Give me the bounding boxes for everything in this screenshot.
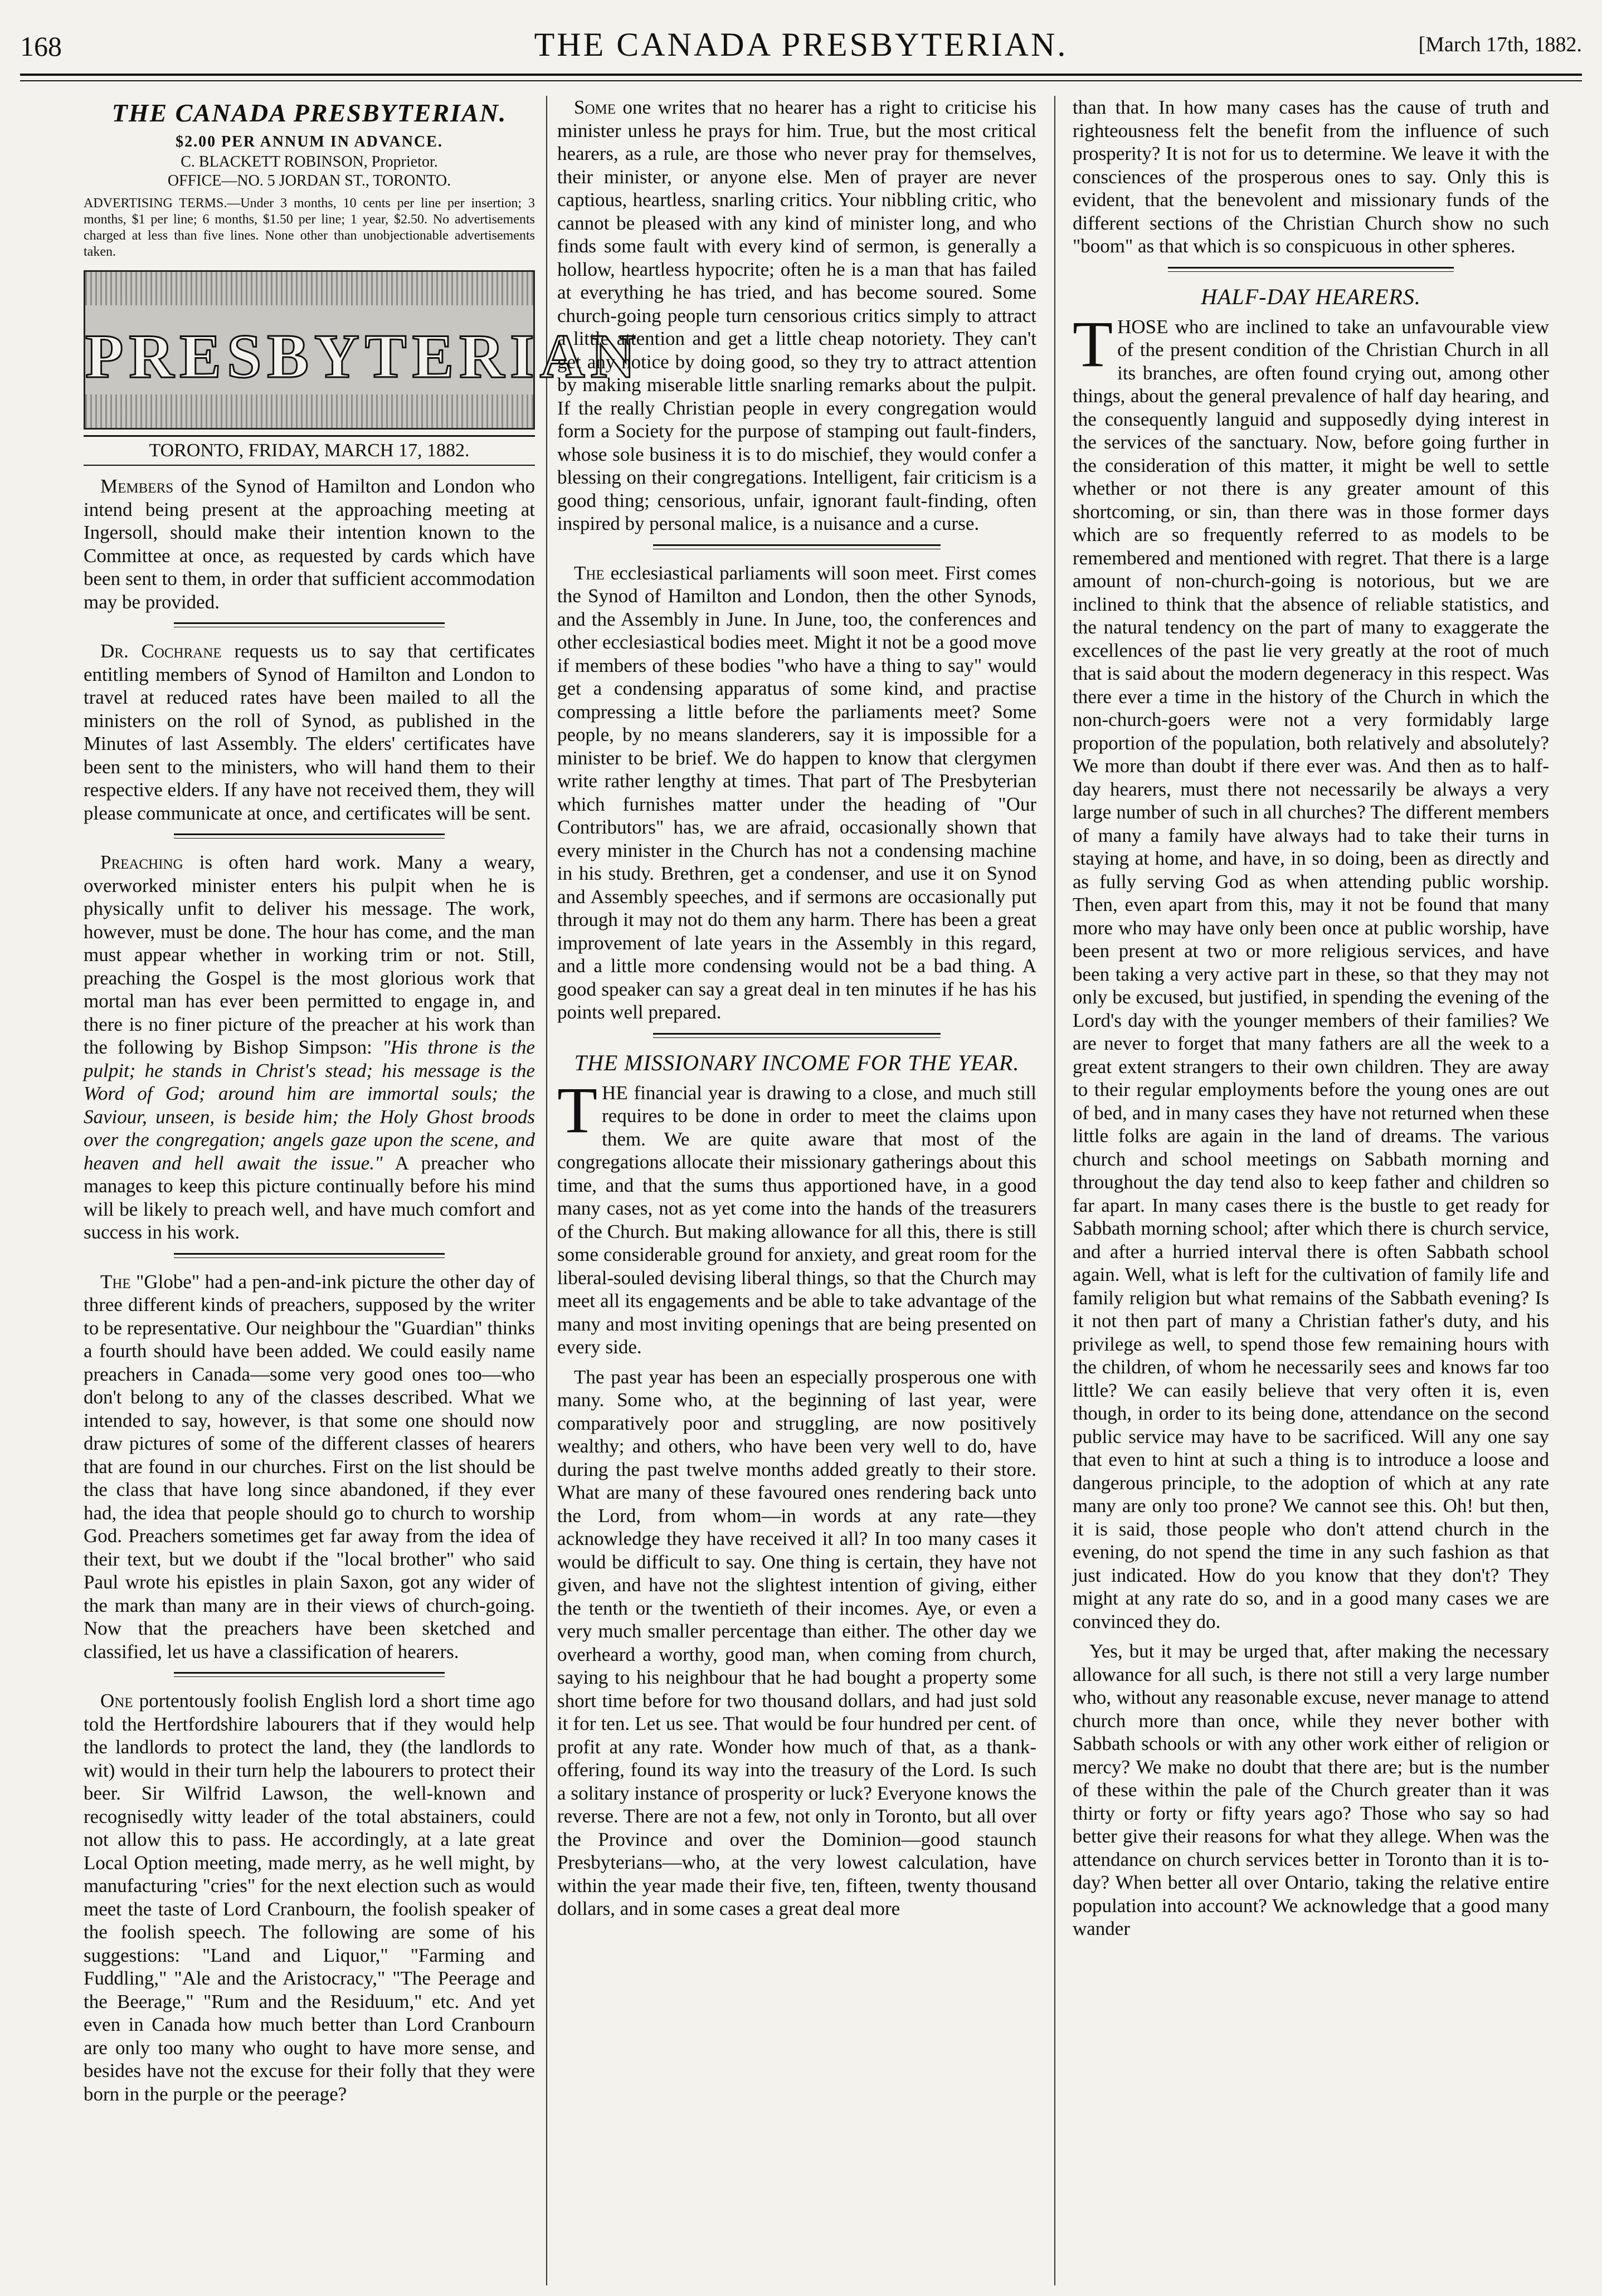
lead-word: Dr. Cochrane [100,640,222,662]
column-2 [557,96,1036,2285]
page-number: 168 [20,31,62,62]
masthead [20,0,1582,67]
office-line: OFFICE—NO. 5 JORDAN ST., TORONTO. [167,172,451,189]
section-rule [1168,267,1454,272]
lead-word: Preaching [100,851,183,873]
paragraph-text: portentously foolish English lord a short time ago told the Hertfordshire labourers that if they would help the landlords to protect the land, they (the landlords to wit) would in their turn help the labourers to protect their beer. Sir Wilfrid Lawson, the well-known and recognisedly witty leader of the total abstainers, could not allow this to pass. He accordingly, at a late great Local Option meeting, made merry, as he well might, by manufacturing "cries" for the next election such as would meet the taste of Lord Cranbourn, the foolish speaker of the foolish speech. The following are some of his suggestions: "Land and Liquor," "Farming and Fuddling," "Ale and the Aristocracy," "The Peerage and the Beerage," "Rum and the Residuum," etc. And yet even in Canada how much better than Lord Cranbourn are only too many who ought to have more sense, and besides have not the excuse for their folly that they were born in the purple or the peerage? [84,1690,535,2105]
column-3 [1073,96,1549,2285]
title-banner [84,270,641,430]
lead-word: Some [574,96,616,118]
section-rule [174,833,445,839]
section-rule [174,622,445,627]
banner-hatching [85,394,533,428]
paragraph-text: requests us to say that certificates entitling members of Synod of Hamilton and London to travel at reduced rates have been mailed to all the ministers on the roll of Synod, as published in the Minutes of last Assembly. The elders' certificates have been sent to the ministers, who will hand them to their respective elders. If any have not received them, they will please communicate at once, and certificates will be sent. [84,640,535,824]
lead-word: Members [100,475,174,497]
article-paragraph: The past year has been an especially prosperous one with many. Some who, at the beginning of last year, were comparatively poor and struggling, are now positively wealthy; and others, who have been very well to do, have during the past twelve months added greatly to their store. What are many of these favoured ones rendering back unto the Lord, from whom—in words at any rate—they acknowledge they have received it all? In too many cases it would be difficult to say. One thing is certain, they have not given, and have not the slightest intention of giving, either the tenth or the twentieth of their incomes. Aye, or even a very much smaller percentage than either. The other day we overheard a worthy, good man, when coming from church, saying to his neighbour that he had bought a property some short time before for two thousand dollars, and had just sold it for ten. Let us see. That would be four hundred per cent. of profit at any rate. Wonder how much of that, as a thank-offering, found its way into the treasury of the Lord. Is such a solitary instance of prosperity or luck? Everyone knows the reverse. There are not a few, not only in Toronto, but all over the Province and over the Dominion—good staunch Presbyterians—who, at the very lowest calculation, have within the year made their five, ten, fifteen, twenty thousand dollars, and in some cases a great deal more [557,1366,1036,1919]
running-date: [March 17th, 1882. [1418,33,1582,56]
drop-cap: T [557,1073,598,1147]
article-paragraph [84,1689,535,2105]
paragraph-text: one writes that no hearer has a right to criticise his minister unless he prays for him. True, but the most critical hearers, as a rule, are those who never pray for themselves, their minister, or anyone else. Men of prayer are never captious, heartless, snarling critics. Your nibbling critic, who cannot be pleased with any kind of minister long, and who finds some fault with every kind of sermon, is generally a hollow, heartless hypocrite; often he is a man that has failed at everything he has tried, and has become soured. Some church-going people turn censorious critics simply to attract a little attention and get a little cheap notoriety. They can't get any notice by doing good, so they try to attract attention by making miserable little snarling remarks about the pulpit. If the really Christian people in every congregation would form a Society for the purpose of stamping out fault-finders, whose sole business it is to do mischief, they would confer a blessing on their congregations. Intelligent, fair criticism is a good thing; censorious, unfair, ignorant fault-finding, often inspired by personal malice, is a nuisance and a curse. [557,96,1037,534]
paragraph-text: A preacher who manages to keep this picture continually before his mind will be likely to preach well, and have much comfort and success in his work. [84,1152,535,1243]
publisher-line: C. BLACKETT ROBINSON, Proprietor. [181,153,438,170]
paper-heading: THE CANADA PRESBYTERIAN. [111,99,507,127]
drop-cap: T [1073,307,1113,381]
article-paragraph [1073,307,1549,1634]
subscription-price: $2.00 PER ANNUM IN ADVANCE. [176,133,443,150]
article-paragraph [84,475,535,613]
lead-word: The [100,1270,131,1293]
article-paragraph: than that. In how many cases has the cause of truth and righteousness felt the benefit from the influence of such prosperity? It is not for us to determine. We leave it with the consciences of the prosperous ones to say. Only this is evident, that the benevolent and missionary funds of the different sections of the Christian Church show no such "boom" as that which is so conspicuous in other spheres. [1073,96,1549,257]
column-divider [1054,96,1055,2285]
quotation: "His throne is the pulpit; he stands in Christ's stead; his message is the Word of God; around him are immortal souls; the Saviour, unseen, is beside him; the Holy Ghost broods over the congregation; angels gaze upon the scene, and heaven and hell await the issue." [84,1036,535,1174]
section-rule [653,544,941,549]
article-paragraph: Yes, but it may be urged that, after making the necessary allowance for all such, is there not still a very large number who, without any reasonable excuse, never manage to attend church more than once, while they never bother with Sabbath schools or with any other work either of religion or mercy? We make no doubt that there are; but is the number of these within the pale of the Church greater than it was thirty or forty or fifty years ago? Those who say so had better give their reasons for what they allege. When was the attendance on church services better in Toronto than it is to-day? When better all over Ontario, taking the relative entire population into account? We acknowledge that a good many wander [1073,1640,1549,1939]
advertising-terms: ADVERTISING TERMS.—Under 3 months, 10 cents per line per insertion; 3 months, $1 per line; 6 months, $1.50 per line; 1 year, $2.50. No advertisements charged at less than five lines. None other than unobjectionable advertisements taken. [84,196,535,259]
section-rule [653,1033,941,1038]
article-paragraph [84,640,535,825]
banner-lettering: PRESBYTERIAN [85,322,641,391]
column-1 [84,96,641,2280]
lead-word: One [100,1690,133,1712]
section-heading-half-day: HALF-DAY HEARERS. [1201,284,1421,309]
section-heading-missionary: THE MISSIONARY INCOME FOR THE YEAR. [574,1050,1020,1075]
paragraph-text: HE financial year is drawing to a close, and much still requires to be done in order to meet the claims upon them. We are quite aware that most of the congregations allocate their missionary gatherings about this time, and that the sums thus apportioned have, in a good many cases, not as yet come into the hands of the treasurers of the Church. But making allowance for all this, there is still some considerable ground for anxiety, and great room for the liberal-souled devising liberal things, so that the Church may meet all its engagements and be able to take advantage of the many and most inviting openings that are being presented on every side. [557,1081,1036,1358]
section-rule [174,1672,445,1677]
section-rule [174,1253,445,1258]
running-title: THE CANADA PRESBYTERIAN. [534,26,1068,63]
banner-hatching [85,272,533,305]
paragraph-text: ecclesiastical parliaments will soon meet. First comes the Synod of Hamilton and London, then the other Synods, and the Assembly in June. In June, too, the conferences and other ecclesiastical bodies meet. Might it not be a good move if members of these bodies "who have a thing to say" would get a condensing apparatus of some kind, and practise compressing a little before the parliaments meet? Some people, by no means slanderers, say it is impossible for a minister to be brief. We do happen to know that clergymen write rather lengthy at times. That part of The Presbyterian which furnishes matter under the heading of "Our Contributors" has, we are afraid, occasionally shown that every minister in the Church has not a condensing machine in his study. Brethren, get a condenser, and use it on Synod and Assembly speeches, and if sermons are occasionally put through it may not do them any harm. There has been a great improvement of late years in the Assembly in this regard, and a little more condensing would not be a bad thing. A good speaker can say a great deal in ten minutes if he has his points well prepared. [557,562,1036,1023]
article-paragraph [557,96,1036,535]
article-paragraph [84,851,535,1244]
paragraph-text: of the Synod of Hamilton and London who intend being present at the approaching meeting at Ingersoll, should make their intention known to the Committee at once, as requested by cards which have been sent to them, in order that sufficient accommodation may be provided. [84,475,535,613]
article-paragraph [557,1073,1036,1359]
article-paragraph [557,562,1036,1024]
issue-dateline: TORONTO, FRIDAY, MARCH 17, 1882. [84,435,535,466]
paragraph-text: "Globe" had a pen-and-ink picture the other day of three different kinds of preachers, supposed by the writer to be representative. Our neighbour the "Guardian" thinks a fourth should have been added. We could easily name preachers in Canada—some very good ones too—who don't belong to any of the classes described. What we intended to say, however, is that some one should now draw pictures of some of the different classes of hearers that are found in our churches. First on the list should be the class that have long since abandoned, if they ever had, the idea that people should go to church to worship God. Preachers sometimes get far away from the idea of their text, but we doubt if the "local brother" who said Paul wrote his epistles in plain Saxon, got any wider of the mark than many are in their views of church-going. Now that the preachers have been sketched and classified, let us have a classification of hearers. [84,1270,535,1663]
column-divider [546,96,547,2285]
paragraph-text: HOSE who are inclined to take an unfavourable view of the present condition of the Christian Church in all its branches, are often found crying out, among other things, about the general prevalence of half day hearing, and the consequently languid and supposedly dying interest in the services of the sanctuary. Now, before going further in the consideration of this matter, it might be well to settle whether or not there is any greater amount of this shortcoming, or sin, than there was in those former days which are so frequently referred to as models to be remembered and mentioned with regret. That there is a large amount of non-church-going is notorious, but we are inclined to think that the absence of reliable statistics, and the natural tendency on the part of many to exaggerate the excellences of the past lie very greatly at the root of much that is said about the modern degeneracy in this respect. Was there ever a time in the history of the Church in which the non-church-goers were not a very formidably large proportion of the population, both relatively and absolutely? We more than doubt if there ever was. And then as to half-day hearers, must there not necessarily be always a very large number of such in all churches? The different members of many a family have always had to take their turns in staying at home, and have, in so doing, been as directly and as fully serving God as when attending public worship. Then, even apart from this, may it not be found that many more who may have only been once at public worship, have been present at two or more religious services, and have been taking a very active part in these, so that they may not only be excused, but justified, in spending the evening of the Lord's day with the younger members of their families? We are never to forget that many fathers are all the week to a great extent strangers to their own children. They are away to their regular employments before the young ones are out of bed, and in many cases they have not returned when these little folks are again in the land of dreams. The various church and school meetings on Sabbath morning and throughout the day tend also to keep father and children so far apart. In many cases there is the bustle to get ready for Sabbath morning school; after which there is church service, and after a hurried interval there is often Sabbath school again. Well, what is left for the cultivation of family life and family religion but what remains of the Sabbath evening? Is it not then part of many a Christian father's duty, and his privilege as well, to spend those few remaining hours with the children, of whom he necessarily sees and knows far too little? We can easily believe that very often it is, even though, in order to its being done, attendance on the second public service may have to be sacrificed. Will any one say that even to hint at such a thing is to introduce a loose and dangerous principle, to the adoption of which at any rate many are only too prone? We cannot see this. Oh! but then, it is said, those people who don't attend church in the evening, do not spend the time in any such fashion as that just indicated. How do you know that they don't? They might at any rate do so, and in a good many cases we are convinced they do. [1073,315,1549,1632]
masthead-rule [20,74,1582,81]
article-paragraph [84,1270,535,1664]
lead-word: The [574,562,605,584]
paragraph-text: is often hard work. Many a weary, overworked minister enters his pulpit when he is physically unfit to deliver his message. The work, however, must be done. The hour has come, and the man must appear whether in working trim or not. Still, preaching the Gospel is the most glorious work that mortal man has ever been permitted to engage in, and there is no finer picture of the preacher at his work than the following by Bishop Simpson: [84,851,535,1058]
